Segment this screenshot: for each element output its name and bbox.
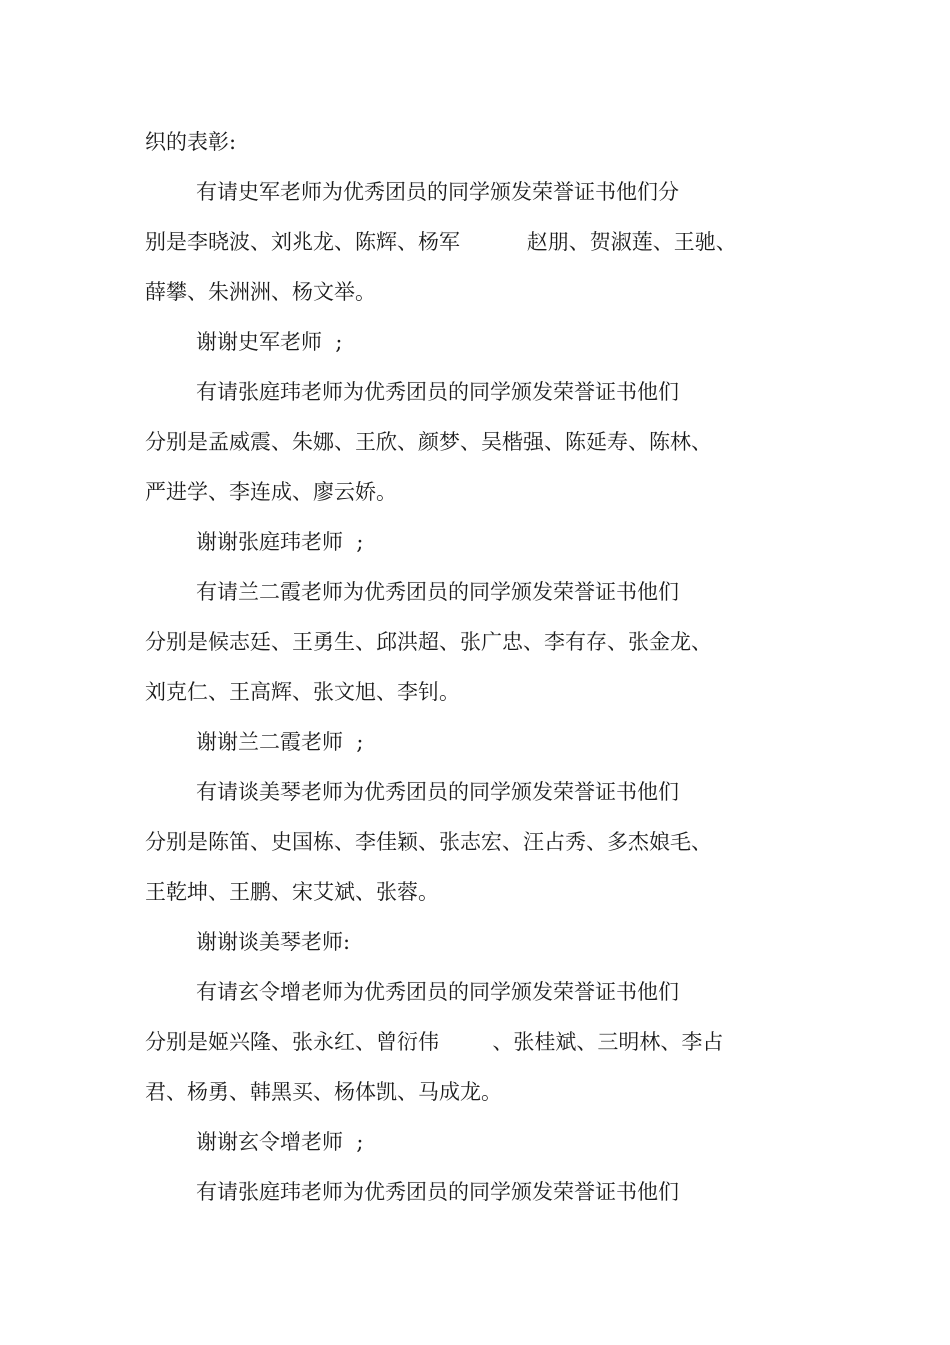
text-line: 别是李晓波、刘兆龙、陈辉、杨军 赵朋、贺淑莲、王驰、 <box>145 230 737 254</box>
text-line: 薛攀、朱洲洲、杨文举。 <box>145 280 376 304</box>
text-line: 谢谢史军老师 ; <box>196 330 343 354</box>
text-line: 有请史军老师为优秀团员的同学颁发荣誉证书他们分 <box>196 180 679 204</box>
text-line: 谢谢玄令增老师 ; <box>196 1130 364 1154</box>
text-line: 有请谈美琴老师为优秀团员的同学颁发荣誉证书他们 <box>196 780 679 804</box>
text-line: 谢谢谈美琴老师: <box>196 930 351 954</box>
text-line: 谢谢兰二霞老师 ; <box>196 730 364 754</box>
text-line: 谢谢张庭玮老师 ; <box>196 530 364 554</box>
text-line: 分别是孟威震、朱娜、王欣、颜梦、吴楷强、陈延寿、陈林、 <box>145 430 712 454</box>
text-line: 刘克仁、王高辉、张文旭、李钊。 <box>145 680 460 704</box>
text-line: 严进学、李连成、廖云娇。 <box>145 480 397 504</box>
text-line: 有请张庭玮老师为优秀团员的同学颁发荣誉证书他们 <box>196 1180 679 1204</box>
text-line: 君、杨勇、韩黑买、杨体凯、马成龙。 <box>145 1080 502 1104</box>
text-line: 有请玄令增老师为优秀团员的同学颁发荣誉证书他们 <box>196 980 679 1004</box>
text-line: 分别是陈笛、史国栋、李佳颖、张志宏、汪占秀、多杰娘毛、 <box>145 830 712 854</box>
text-line: 有请兰二霞老师为优秀团员的同学颁发荣誉证书他们 <box>196 580 679 604</box>
text-line: 分别是姬兴隆、张永红、曾衍伟 、张桂斌、三明林、李占 <box>145 1030 724 1054</box>
text-line: 有请张庭玮老师为优秀团员的同学颁发荣誉证书他们 <box>196 380 679 404</box>
text-line: 王乾坤、王鹏、宋艾斌、张蓉。 <box>145 880 439 904</box>
text-line: 织的表彰: <box>145 130 237 154</box>
text-line: 分别是候志廷、王勇生、邱洪超、张广忠、李有存、张金龙、 <box>145 630 712 654</box>
